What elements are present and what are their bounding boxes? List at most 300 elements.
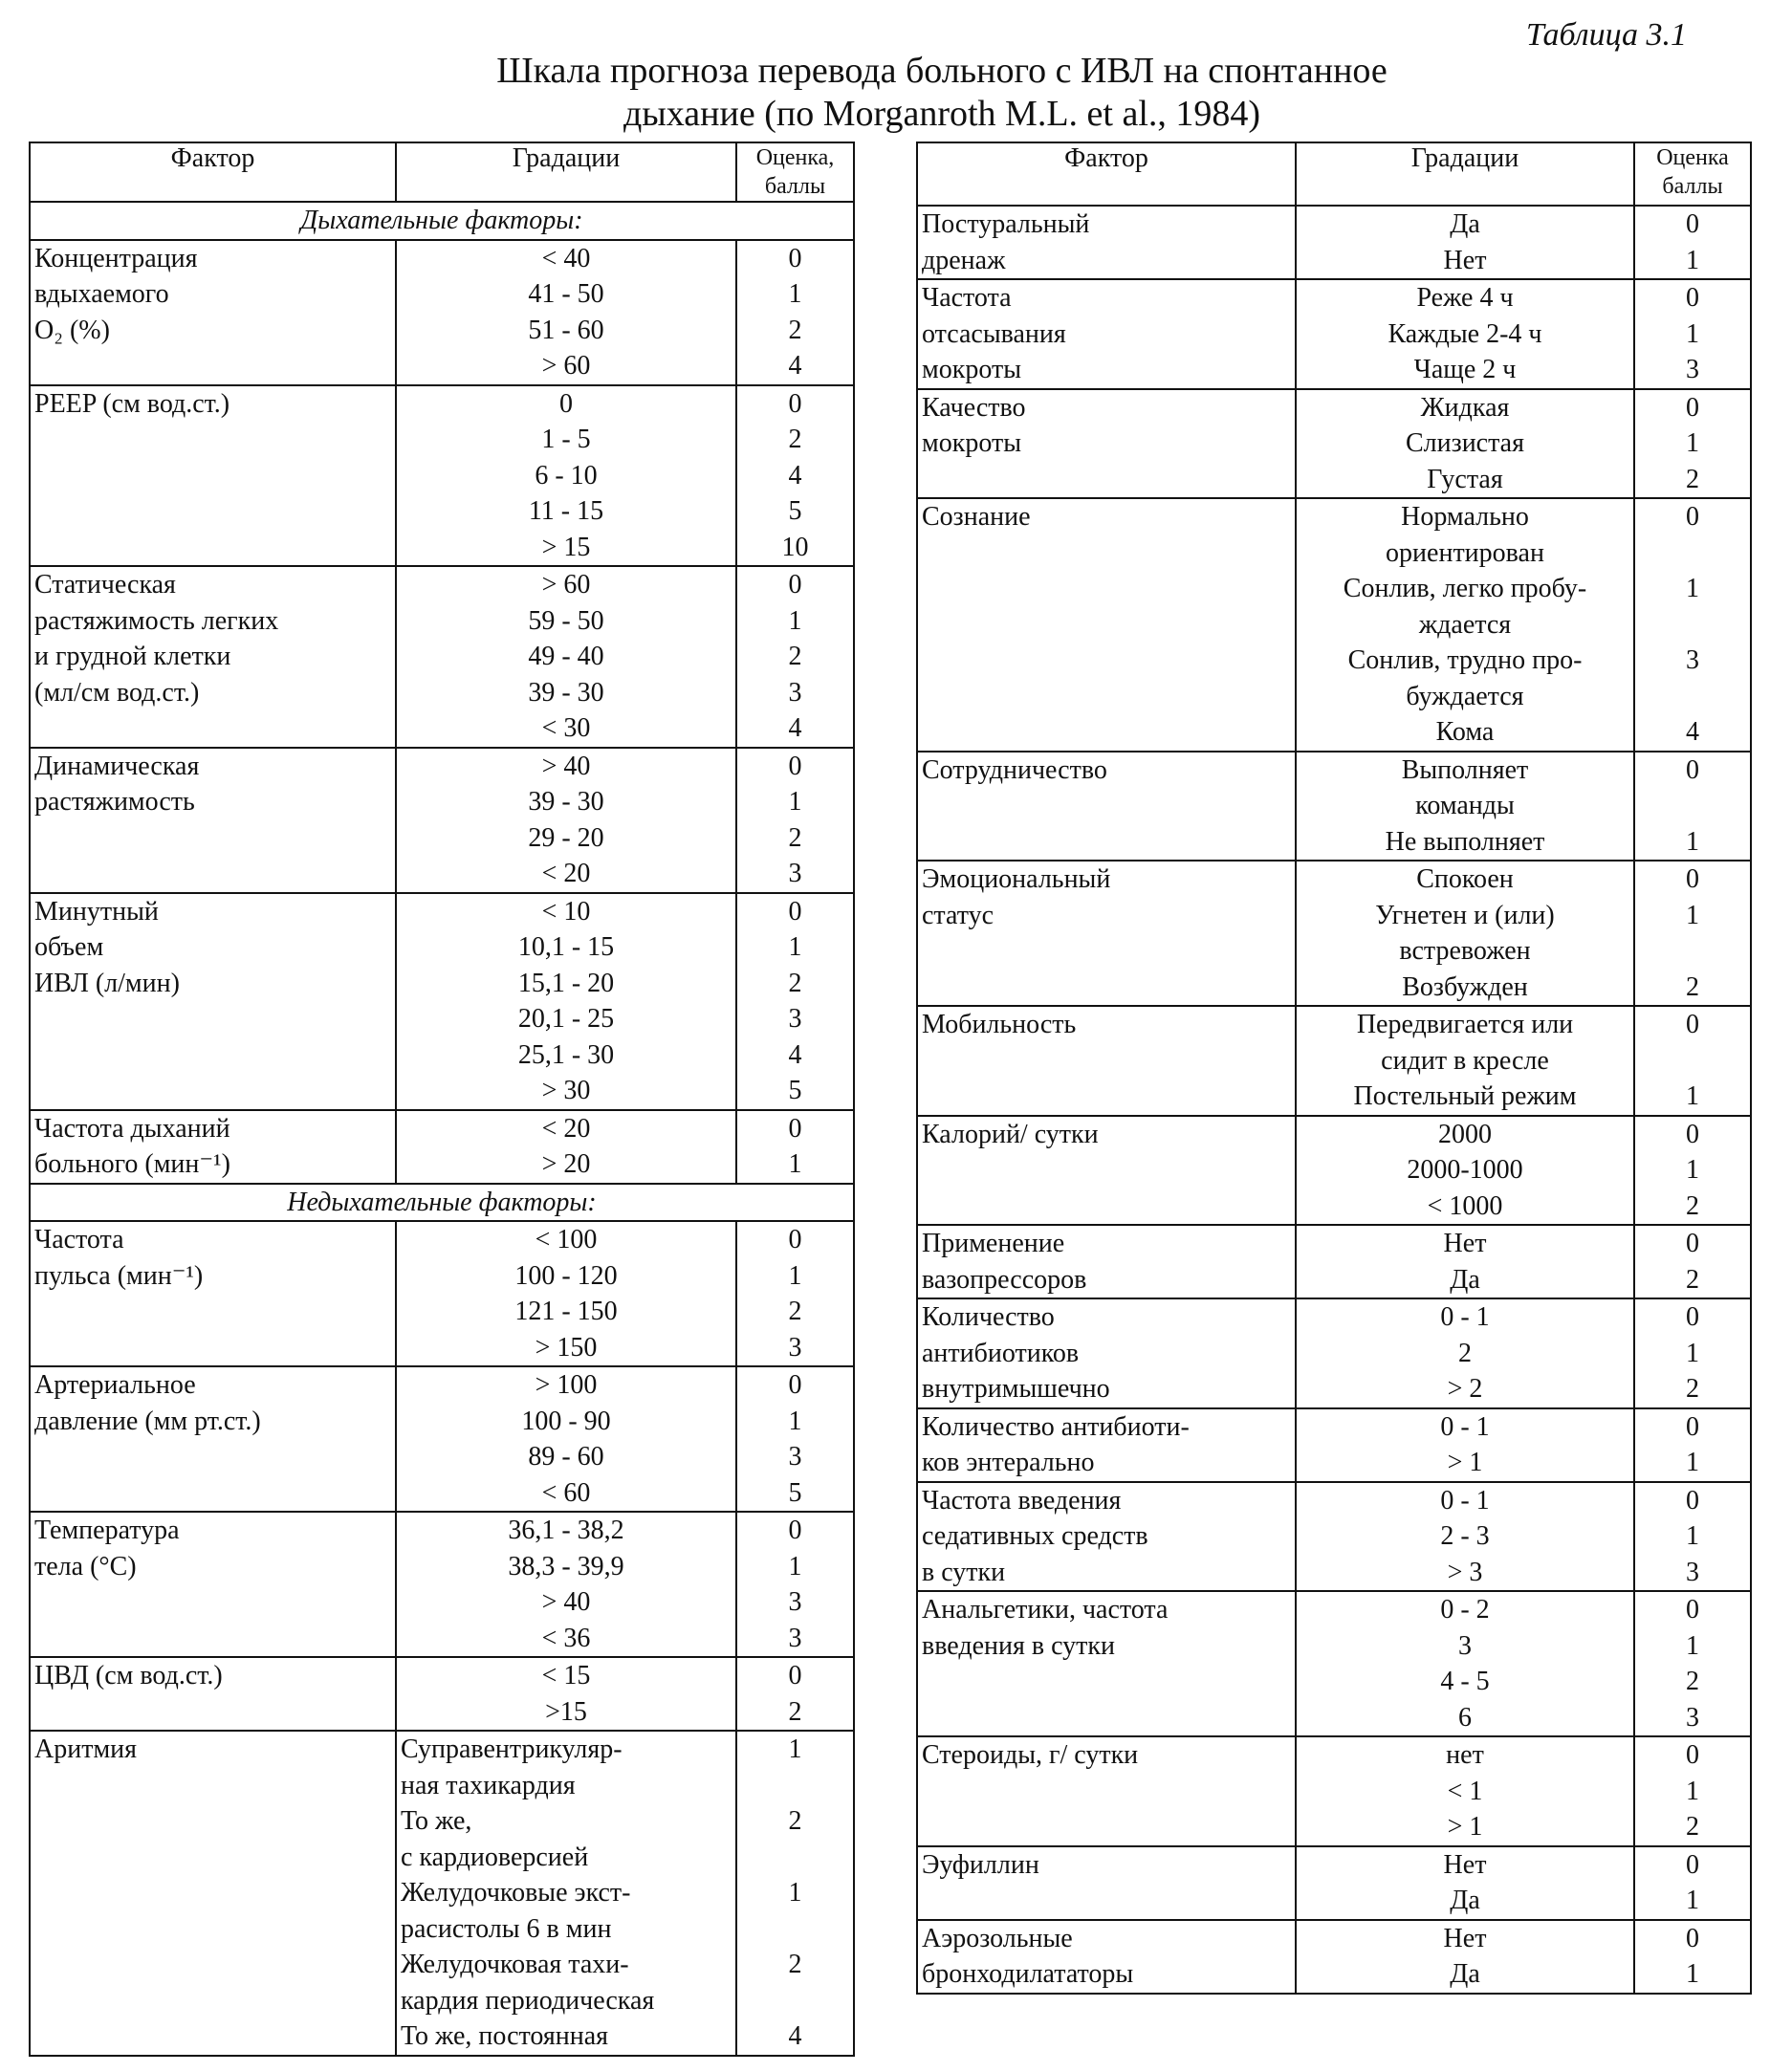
factor-cell [30,1731,396,2056]
cell-line: Жидкая [1420,392,1510,423]
cell-line: 0 - 1 [1440,1411,1490,1442]
factor-row [917,1920,1751,1994]
cell-line: пульса (мин⁻¹) [34,1260,204,1291]
cell-line: 0 [1686,283,1699,313]
factor-cell [917,1116,1296,1226]
section-row [30,202,854,240]
factor-row [30,1110,854,1184]
cell-line: < 10 [541,896,591,927]
cell-line: 3 [1458,1630,1472,1661]
cell-line: 2 [788,425,802,454]
cell-line: То же, [401,1806,472,1836]
left-score-table [29,142,855,2057]
cell-line: 0 [1686,1010,1699,1039]
cell-line: 1 [788,1734,802,1764]
cell-line: 39 - 30 [528,787,604,817]
cell-line: в сутки [922,1557,1006,1587]
cell-line: тела (°С) [34,1551,137,1581]
cell-line: 2 [788,822,802,853]
factor-cell [917,1846,1296,1920]
cell-line: 3 [1686,1702,1699,1733]
cell-line: 2 [788,642,802,671]
cell-line: больного (мин⁻¹) [34,1149,230,1179]
cell-line: 4 [1686,717,1699,747]
cell-line: 11 - 15 [528,496,604,526]
cell-line: 3 [788,1442,802,1472]
cell-line: 4 [788,460,802,491]
score-cell [736,1512,854,1657]
score-cell [1634,1920,1751,1994]
cell-line: Да [1450,1264,1480,1295]
cell-line: Анальгетики, частота [922,1595,1169,1625]
cell-line: Количество [922,1302,1055,1332]
gradations-cell [396,240,736,385]
cell-line: 2 [1686,1812,1699,1842]
cell-line: 2000-1000 [1407,1155,1523,1185]
cell-line: 0 [1686,1411,1699,1442]
cell-line: отсасывания [922,318,1066,349]
factor-row [30,893,854,1110]
cell-line: Стероиды, г/ сутки [922,1740,1139,1770]
table-title [316,50,1568,136]
score-cell [1634,206,1751,279]
cell-line: 1 [1686,1155,1699,1185]
cell-line: Эуфиллин [922,1849,1039,1880]
gradations-cell [396,1731,736,2056]
cell-line: Мобильность [922,1010,1077,1039]
factor-cell [30,748,396,893]
cell-line: Аэрозольные [922,1923,1073,1953]
score-cell [736,240,854,385]
cell-line: < 100 [535,1225,598,1254]
cell-line: O₂ (%) [34,315,110,345]
factor-row [917,861,1751,1006]
factor-cell [917,1736,1296,1846]
title-line-1: Шкала прогноза перевода больного с ИВЛ на спонтанное [496,51,1388,91]
cell-line: > 3 [1447,1557,1483,1587]
cell-line: 1 [788,605,802,636]
cell-line: 0 [1686,864,1699,894]
cell-line: Качество [922,392,1026,423]
cell-line: 10,1 - 15 [517,932,615,962]
factor-cell [30,385,396,567]
score-cell [736,385,854,567]
cell-line: 0 [788,1516,802,1545]
cell-line: 3 [1686,355,1699,384]
score-cell [1634,1736,1751,1846]
left-header-row [30,142,854,202]
factor-row [30,1731,854,2056]
cell-line: > 15 [541,532,591,562]
cell-line: Слизистая [1406,428,1524,458]
cell-line: с кардиоверсией [401,1842,589,1872]
cell-line: 0 [788,1370,802,1400]
cell-line: Количество антибиоти- [922,1411,1190,1442]
cell-line: > 100 [535,1370,598,1400]
cell-line: 4 - 5 [1440,1667,1490,1696]
cell-line: Спокоен [1416,864,1514,894]
cell-line: 0 - 2 [1440,1595,1490,1625]
score-cell [1634,279,1751,389]
gradations-cell [396,1221,736,1366]
section-title: Дыхательные факторы: [30,202,854,240]
factor-cell [30,1366,396,1512]
cell-line: ков энтерально [922,1448,1095,1477]
cell-line: 5 [788,1076,802,1105]
gradations-cell [396,1657,736,1731]
score-cell [1634,1846,1751,1920]
factor-cell [917,752,1296,862]
cell-line: кардия периодическая [401,1985,655,2016]
cell-line: Частота введения [922,1485,1122,1516]
score-cell [736,1110,854,1184]
cell-line: 3 [788,677,802,708]
cell-line: 3 [788,1004,802,1034]
cell-line: нет [1446,1740,1484,1770]
cell-line: 1 [1686,318,1699,349]
cell-line: 15,1 - 20 [517,968,615,998]
gradations-cell [396,385,736,567]
score-cell [736,748,854,893]
gradations-cell [396,748,736,893]
cell-line: 0 [788,896,802,927]
cell-line: Нет [1443,245,1487,275]
cell-line: 0 [788,570,802,600]
header-factor: Фактор [30,142,396,202]
cell-line: вдыхаемого [34,279,169,309]
cell-line: Реже 4 ч [1416,283,1514,313]
gradations-cell [1296,1006,1634,1116]
cell-line [1639,535,1746,572]
cell-line: 2 [788,1806,802,1836]
cell-line: встревожен [1399,936,1531,966]
factor-cell [917,1298,1296,1408]
cell-line: седативных средств [922,1521,1148,1551]
cell-line: >15 [545,1696,587,1727]
gradations-cell [396,1366,736,1512]
cell-line: Динамическая [34,751,200,781]
cell-line [741,1768,849,1804]
cell-line: ная тахикардия [401,1770,576,1800]
cell-line: < 30 [541,713,591,743]
gradations-cell [1296,1736,1634,1846]
cell-line: 2 [788,315,802,345]
cell-line: 0 [1686,1485,1699,1516]
cell-line: 0 - 1 [1440,1302,1490,1332]
cell-line: ИВЛ (л/мин) [34,968,180,998]
cell-line: > 20 [541,1149,591,1179]
cell-line: 1 [788,279,802,309]
cell-line [1639,788,1746,824]
gradations-cell [1296,1591,1634,1736]
cell-line: Частота [922,283,1012,313]
factor-row [30,240,854,385]
cell-line: Артериальное [34,1370,196,1400]
cell-line: > 2 [1447,1374,1483,1404]
cell-line: 1 [1686,1959,1699,1989]
title-line-2: дыхание (по Morganroth M.L. et al., 1984) [623,94,1261,134]
cell-line: 1 [1686,245,1699,275]
cell-line: антибиотиков [922,1338,1080,1368]
cell-line: 1 [1686,428,1699,458]
gradations-cell [1296,206,1634,279]
cell-line: Постуральный [922,209,1090,239]
factor-row [917,1408,1751,1482]
cell-line: мокроты [922,355,1022,384]
score-cell [736,1657,854,1731]
cell-line: дренаж [922,245,1006,275]
factor-row [917,1846,1751,1920]
cell-line: 1 [1686,1448,1699,1477]
cell-line: 0 [788,1661,802,1690]
gradations-cell [396,566,736,748]
cell-line: 49 - 40 [528,642,604,671]
cell-line: и грудной клетки [34,642,231,671]
cell-line: 0 [559,388,573,419]
cell-line [1639,607,1746,643]
table-number: Таблица 3.1 [1525,17,1687,53]
cell-line: 0 [1686,1923,1699,1953]
cell-line: буждается [1406,681,1524,711]
cell-line: Нормально [1401,502,1529,532]
cell-line: Сознание [922,502,1031,532]
cell-line: 1 [788,932,802,962]
cell-line: 0 [1686,1302,1699,1332]
cell-line: 0 [788,388,802,419]
cell-line: 1 [1686,1338,1699,1368]
factor-row [30,385,854,567]
cell-line: Применение [922,1229,1065,1258]
cell-line: > 150 [535,1332,598,1363]
right-header-row [917,142,1751,206]
cell-line: Не выполняет [1385,826,1545,857]
cell-line: давление (мм рт.ст.) [34,1406,261,1436]
cell-line: 1 [788,1260,802,1291]
cell-line: 36,1 - 38,2 [508,1516,624,1545]
score-cell [736,1221,854,1366]
cell-line: Передвигается или [1356,1010,1574,1039]
cell-line: 1 [1686,1776,1699,1806]
cell-line: Сонлив, трудно про- [1347,645,1583,675]
factor-cell [917,279,1296,389]
cell-line [1639,1043,1746,1080]
cell-line: > 40 [541,751,591,781]
header-factor: Фактор [917,142,1296,206]
cell-line: То же, постоянная [401,2021,608,2051]
cell-line: ориентирован [1386,537,1544,568]
gradations-cell [1296,279,1634,389]
cell-line: 89 - 60 [528,1442,604,1472]
cell-line: Минутный [34,896,159,927]
cell-line: 2 [1686,1667,1699,1696]
cell-line: ЦВД (см вод.ст.) [34,1661,223,1690]
cell-line: вазопрессоров [922,1264,1087,1295]
cell-line: < 20 [541,859,591,888]
cell-line: мокроты [922,428,1022,458]
cell-line: > 30 [541,1076,591,1105]
cell-line: Да [1450,1886,1480,1915]
right-score-table [916,142,1752,1995]
cell-line: 2 [1458,1338,1472,1368]
header-score: Оценка, баллы [736,142,854,202]
score-cell [1634,1591,1751,1736]
cell-line: 0 [1686,1229,1699,1258]
cell-line: 0 [1686,1119,1699,1149]
cell-line: 6 - 10 [535,460,598,491]
header-gradations: Градации [1296,142,1634,206]
cell-line: 0 [1686,392,1699,423]
cell-line: 1 [788,1551,802,1581]
factor-cell [917,1006,1296,1116]
factor-cell [917,1920,1296,1994]
cell-line: 25,1 - 30 [517,1039,615,1070]
cell-line: Частота [34,1225,124,1254]
cell-line: Возбужден [1402,971,1528,1002]
factor-row [30,1512,854,1657]
score-cell [1634,498,1751,752]
cell-line: 1 [1686,1630,1699,1661]
cell-line: расистолы 6 в мин [401,1913,612,1944]
cell-line: 3 [788,1332,802,1363]
factor-row [917,1006,1751,1116]
cell-line: растяжимость [34,787,195,817]
factor-cell [917,1225,1296,1298]
cell-line: 0 [788,1113,802,1144]
cell-line: 5 [788,496,802,526]
factor-row [917,752,1751,862]
score-cell [736,1366,854,1512]
factor-cell [30,1512,396,1657]
score-cell [1634,389,1751,499]
gradations-cell [1296,1116,1634,1226]
cell-line: 10 [781,532,809,562]
cell-line: 20,1 - 25 [517,1004,615,1034]
cell-line: < 20 [541,1113,591,1144]
section-title: Недыхательные факторы: [30,1184,854,1222]
factor-row [30,1221,854,1366]
cell-line: Аритмия [34,1734,138,1764]
score-cell [1634,1116,1751,1226]
factor-row [30,748,854,893]
cell-line: 1 [1686,574,1699,603]
factor-cell [917,1591,1296,1736]
gradations-cell [1296,1920,1634,1994]
factor-cell [917,861,1296,1006]
cell-line: 0 [1686,754,1699,785]
cell-line: статус [922,900,994,930]
cell-line: PEEP (см вод.ст.) [34,388,230,419]
gradations-cell [1296,1408,1634,1482]
cell-line: Да [1450,209,1480,239]
cell-line: 0 [1686,209,1699,239]
cell-line: (мл/см вод.ст.) [34,677,200,708]
cell-line [1639,679,1746,715]
cell-line: Желудочковые экст- [401,1878,631,1908]
cell-line: > 1 [1447,1448,1483,1477]
factor-cell [30,1657,396,1731]
factor-row [30,566,854,748]
score-cell [1634,1225,1751,1298]
cell-line: < 40 [541,243,591,273]
score-cell [1634,752,1751,862]
cell-line: 2 [788,1696,802,1727]
cell-line: 4 [788,713,802,743]
score-cell [736,566,854,748]
factor-cell [917,498,1296,752]
cell-line: ждается [1418,609,1512,640]
cell-line: 0 [788,243,802,273]
cell-line: Статическая [34,570,176,600]
cell-line: внутримышечно [922,1374,1110,1404]
cell-line: Нет [1443,1849,1487,1880]
cell-line: 0 [1686,1595,1699,1625]
factor-row [917,1225,1751,1298]
cell-line: 3 [788,859,802,888]
cell-line: 5 [788,1477,802,1508]
cell-line: Густая [1427,464,1503,494]
cell-line: Концентрация [34,243,198,273]
score-cell [736,1731,854,2056]
cell-line: 0 - 1 [1440,1485,1490,1516]
cell-line [741,1911,849,1948]
cell-line: 0 [788,751,802,781]
cell-line: < 1 [1447,1776,1483,1806]
score-cell [1634,861,1751,1006]
cell-line: Температура [34,1516,180,1545]
gradations-cell [1296,498,1634,752]
cell-line: > 60 [541,570,591,600]
cell-line: 38,3 - 39,9 [508,1551,624,1581]
factor-cell [917,206,1296,279]
cell-line: Суправентрикуляр- [401,1734,623,1764]
factor-cell [30,893,396,1110]
cell-line: 2000 [1438,1119,1492,1149]
factor-cell [30,1110,396,1184]
cell-line: Да [1450,1959,1480,1989]
gradations-cell [1296,1225,1634,1298]
cell-line: растяжимость легких [34,605,279,636]
score-cell [1634,1408,1751,1482]
cell-line: введения в сутки [922,1630,1115,1661]
cell-line: 0 [1686,1740,1699,1770]
cell-line: Сотрудничество [922,754,1107,785]
cell-line: 1 [788,1878,802,1908]
factor-row [30,1366,854,1512]
cell-line: 2 [788,968,802,998]
cell-line [741,1983,849,2019]
cell-line: 29 - 20 [528,822,604,853]
header-score: Оценка баллы [1634,142,1751,206]
cell-line: 0 [1686,502,1699,532]
cell-line: 3 [788,1587,802,1617]
cell-line: > 60 [541,351,591,381]
cell-line: 4 [788,2021,802,2051]
cell-line: 0 [788,1225,802,1254]
cell-line: 1 [1686,826,1699,857]
score-cell [1634,1482,1751,1592]
cell-line: 2 [1686,971,1699,1002]
cell-line: 2 [1686,1374,1699,1404]
factor-row [30,1657,854,1731]
header-gradations: Градации [396,142,736,202]
cell-line: Кома [1435,717,1495,747]
cell-line: 2 [1686,1264,1699,1295]
cell-line: 1 - 5 [541,425,591,454]
cell-line: > 40 [541,1587,591,1617]
gradations-cell [1296,1298,1634,1408]
cell-line: Каждые 2-4 ч [1388,318,1542,349]
cell-line: объем [34,932,104,962]
